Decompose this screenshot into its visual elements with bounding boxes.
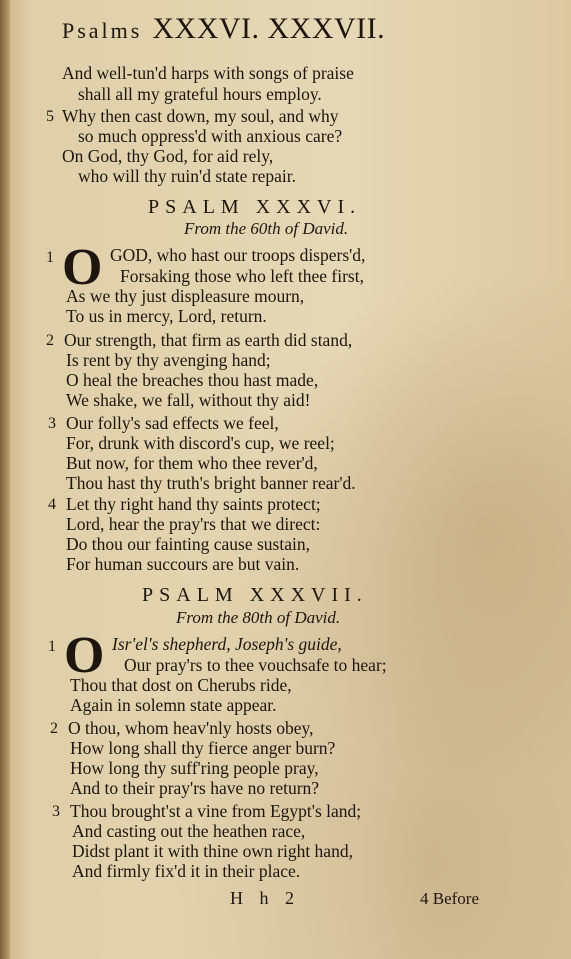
psalm-title: PSALM XXXVII. bbox=[142, 584, 368, 606]
drop-cap: O bbox=[62, 239, 103, 296]
stanza-number: 2 bbox=[46, 332, 54, 349]
intro-line: shall all my grateful hours employ. bbox=[78, 84, 322, 104]
stanza-line: As we thy just displeasure mourn, bbox=[66, 286, 305, 306]
stanza-line: Do thou our fainting cause sustain, bbox=[66, 534, 310, 554]
stanza-number: 1 bbox=[46, 249, 54, 266]
stanza-line: Didst plant it with thine own right hand, bbox=[72, 841, 353, 861]
psalm-title: PSALM XXXVI. bbox=[148, 196, 362, 218]
running-header bbox=[62, 12, 462, 46]
stanza-line: And casting out the heathen race, bbox=[72, 821, 306, 841]
stanza-line: And firmly fix'd it in their place. bbox=[72, 861, 301, 881]
stanza-line: Thou brought'st a vine from Egypt's land; bbox=[70, 801, 362, 821]
stanza-line: How long thy suff'ring people pray, bbox=[70, 758, 319, 778]
stanza-line: On God, thy God, for aid rely, bbox=[62, 146, 274, 166]
stanza-line: To us in mercy, Lord, return. bbox=[66, 306, 267, 326]
stanza-line: Our folly's sad effects we feel, bbox=[66, 413, 279, 433]
stanza-number: 1 bbox=[48, 638, 56, 655]
stanza-line: Thou that dost on Cherubs ride, bbox=[70, 675, 292, 695]
stanza-line: Our strength, that firm as earth did stand, bbox=[64, 330, 353, 350]
stanza-number: 2 bbox=[50, 720, 58, 737]
psalm-subtitle: From the 60th of David. bbox=[184, 219, 349, 238]
stanza-line: And to their pray'rs have no return? bbox=[70, 778, 320, 798]
stanza-line: Why then cast down, my soul, and why bbox=[62, 106, 339, 126]
catchword: 4 Before bbox=[420, 889, 480, 908]
stanza-number: 3 bbox=[48, 415, 56, 432]
stanza-number: 5 bbox=[46, 108, 54, 125]
stanza-line: Again in solemn state appear. bbox=[70, 695, 277, 715]
stanza-number: 3 bbox=[52, 803, 60, 820]
book-spine-shadow bbox=[0, 0, 10, 959]
stanza-line: Forsaking those who left thee first, bbox=[120, 266, 364, 286]
stanza-line: Is rent by thy avenging hand; bbox=[66, 350, 271, 370]
signature-mark: H h 2 bbox=[230, 888, 300, 908]
stanza-line: Isr'el's shepherd, Joseph's guide, bbox=[112, 634, 342, 654]
stanza-line: so much oppress'd with anxious care? bbox=[78, 126, 343, 146]
stanza-line: For, drunk with discord's cup, we reel; bbox=[66, 433, 335, 453]
stanza-line: Let thy right hand thy saints protect; bbox=[66, 494, 321, 514]
stanza-line: But now, for them who thee rever'd, bbox=[66, 453, 318, 473]
intro-line: And well-tun'd harps with songs of praise bbox=[62, 63, 354, 83]
psalm-subtitle: From the 80th of David. bbox=[176, 608, 341, 627]
stanza-line: O heal the breaches thou hast made, bbox=[66, 370, 319, 390]
drop-cap: O bbox=[64, 627, 105, 684]
stanza-line: O thou, whom heav'nly hosts obey, bbox=[68, 718, 314, 738]
header-label: Psalms bbox=[62, 18, 143, 43]
stanza-line: How long shall thy fierce anger burn? bbox=[70, 738, 336, 758]
stanza-line: Lord, hear the pray'rs that we direct: bbox=[66, 514, 321, 534]
stanza-line: GOD, who hast our troops dispers'd, bbox=[110, 245, 366, 265]
stanza-line: Thou hast thy truth's bright banner rear'd. bbox=[66, 473, 356, 493]
stanza-number: 4 bbox=[48, 496, 56, 513]
header-numerals: XXXVI. XXXVII. bbox=[152, 12, 386, 45]
stanza-line: For human succours are but vain. bbox=[66, 554, 300, 574]
stanza-line: Our pray'rs to thee vouchsafe to hear; bbox=[124, 655, 387, 675]
stanza-line: who will thy ruin'd state repair. bbox=[78, 166, 296, 186]
stanza-line: We shake, we fall, without thy aid! bbox=[66, 390, 311, 410]
